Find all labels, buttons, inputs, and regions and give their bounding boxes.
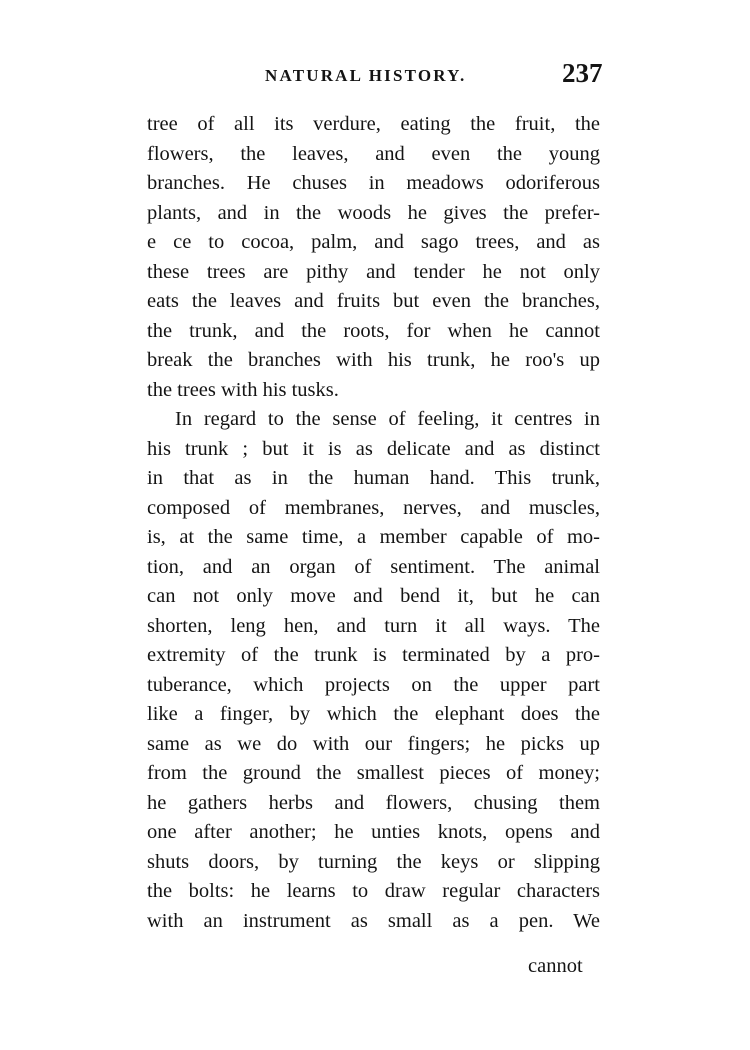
body-text bbox=[147, 110, 600, 936]
text-line: shorten, leng hen, and turn it all ways. The bbox=[147, 614, 600, 637]
catchword: cannot bbox=[528, 955, 583, 977]
paragraph-end-line: the trees with his tusks. bbox=[147, 378, 339, 401]
text-line: flowers, the leaves, and even the young bbox=[147, 142, 600, 165]
text-line: same as we do with our fingers; he picks up bbox=[147, 732, 600, 755]
text-line: branches. He chuses in meadows odoriferous bbox=[147, 172, 600, 194]
text-line: tree of all its verdure, eating the fruit, the bbox=[147, 113, 600, 135]
text-line: he gathers herbs and flowers, chusing them bbox=[147, 791, 600, 814]
text-line: composed of membranes, nerves, and muscles, bbox=[147, 496, 600, 519]
text-line: tion, and an organ of sentiment. The animal bbox=[147, 555, 600, 578]
text-line: the bolts: he learns to draw regular characters bbox=[147, 880, 600, 902]
text-line: extremity of the trunk is terminated by a pro- bbox=[147, 644, 600, 666]
text-line: from the ground the smallest pieces of money; bbox=[147, 762, 600, 784]
text-line: these trees are pithy and tender he not only bbox=[147, 260, 600, 283]
text-line: in that as in the human hand. This trunk, bbox=[147, 467, 600, 489]
paragraph-start-line: In regard to the sense of feeling, it centres in bbox=[175, 408, 600, 430]
text-line: is, at the same time, a member capable of mo- bbox=[147, 526, 600, 548]
running-title: NATURAL HISTORY. bbox=[265, 66, 467, 85]
page-number: 237 bbox=[562, 58, 603, 88]
text-line: eats the leaves and fruits but even the branches, bbox=[147, 290, 600, 312]
text-line: like a finger, by which the elephant does the bbox=[147, 703, 600, 725]
text-line: one after another; he unties knots, opens and bbox=[147, 821, 600, 843]
text-line: shuts doors, by turning the keys or slipping bbox=[147, 850, 600, 873]
text-line: with an instrument as small as a pen. We bbox=[147, 909, 600, 932]
text-line: tuberance, which projects on the upper part bbox=[147, 673, 600, 696]
text-line: plants, and in the woods he gives the prefer- bbox=[147, 201, 600, 224]
text-line: the trunk, and the roots, for when he cannot bbox=[147, 319, 600, 342]
text-line: can not only move and bend it, but he can bbox=[147, 585, 600, 607]
text-line: his trunk ; but it is as delicate and as distinct bbox=[147, 437, 600, 460]
text-line: break the branches with his trunk, he roo's up bbox=[147, 349, 600, 371]
text-line: e ce to cocoa, palm, and sago trees, and as bbox=[147, 231, 600, 253]
